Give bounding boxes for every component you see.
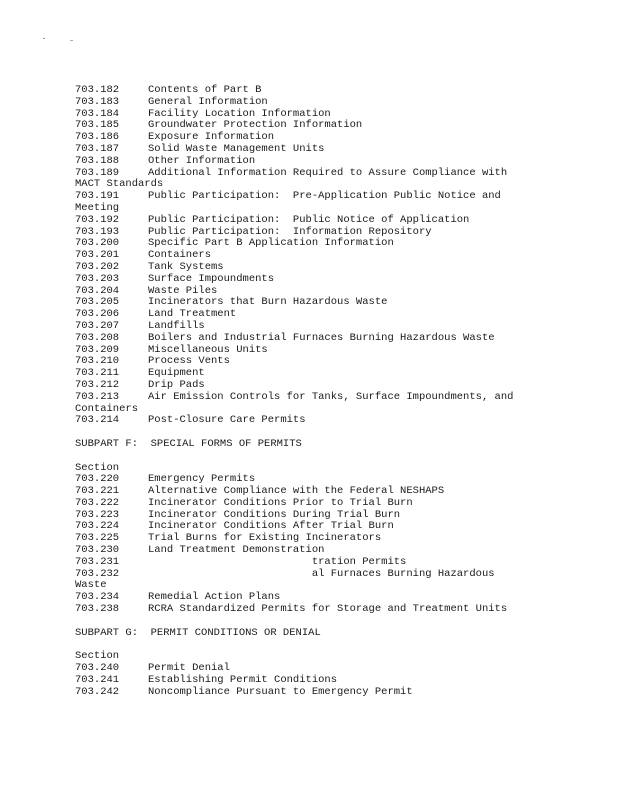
section-entry <box>75 356 555 368</box>
section-title: Public Participation: Information Repository <box>148 225 432 238</box>
section-number: 703.201 <box>75 249 120 262</box>
section-entry <box>75 215 555 227</box>
spacer <box>75 616 555 628</box>
section-title: Equipment <box>148 367 205 380</box>
section-number: 703.202 <box>75 260 120 273</box>
section-title: Public Participation: Public Notice of Application <box>148 213 470 226</box>
section-entry <box>75 250 555 262</box>
spacer <box>75 451 555 463</box>
section-number: 703.192 <box>75 213 120 226</box>
section-number: 703.208 <box>75 331 120 344</box>
section-number: 703.184 <box>75 107 120 120</box>
section-title: Surface Impoundments <box>148 272 275 285</box>
section-title-continuation: Containers <box>75 402 139 415</box>
section-title: Waste Piles <box>148 284 218 297</box>
section-entry <box>75 274 555 286</box>
section-number: 703.183 <box>75 95 120 108</box>
section-title: Process Vents <box>148 355 230 368</box>
section-entry <box>75 321 555 333</box>
section-title: Remedial Action Plans <box>148 591 281 604</box>
section-number: 703.238 <box>75 603 120 616</box>
section-number: 703.209 <box>75 343 120 356</box>
scan-speck <box>70 40 73 41</box>
section-number: 703.222 <box>75 496 120 509</box>
section-entry <box>75 604 555 616</box>
section-entry <box>75 144 555 156</box>
section-entry <box>75 380 555 392</box>
section-number: 703.231 <box>75 555 120 568</box>
section-title: General Information <box>148 95 268 108</box>
spacer <box>75 639 555 651</box>
section-title-continuation: Meeting <box>75 201 120 214</box>
section-entry <box>75 97 555 109</box>
section-entry <box>75 309 555 321</box>
section-number: 703.242 <box>75 685 120 698</box>
section-title: Air Emission Controls for Tanks, Surface Impoundments, and <box>148 390 514 403</box>
section-number: 703.221 <box>75 485 120 498</box>
section-number: 703.241 <box>75 673 120 686</box>
subpart-g-section-label: Section <box>75 650 120 663</box>
section-title: Noncompliance Pursuant to Emergency Permit <box>148 685 413 698</box>
section-title: Additional Information Required to Assure Compliance with <box>148 166 508 179</box>
section-entry <box>75 498 555 510</box>
section-title: Post-Closure Care Permits <box>148 414 306 427</box>
section-title-continuation: MACT Standards <box>75 178 164 191</box>
section-number: 703.182 <box>75 84 120 96</box>
subpart-f-section-label: Section <box>75 461 120 474</box>
section-entry <box>75 85 555 97</box>
section-entry <box>75 191 555 203</box>
section-number: 703.210 <box>75 355 120 368</box>
section-number: 703.212 <box>75 378 120 391</box>
section-title: Landfills <box>148 319 205 332</box>
section-title: Land Treatment Demonstration <box>148 544 325 557</box>
section-number: 703.193 <box>75 225 120 238</box>
section-title: Boilers and Industrial Furnaces Burning Hazardous Waste <box>148 331 495 344</box>
part-b-list <box>75 85 555 427</box>
section-title: Incinerator Conditions During Trial Burn <box>148 508 401 521</box>
section-number: 703.185 <box>75 119 120 132</box>
section-entry <box>75 156 555 168</box>
subpart-f-list <box>75 474 555 616</box>
section-title-continuation: Waste <box>75 579 107 592</box>
section-number: 703.205 <box>75 296 120 309</box>
section-number: 703.224 <box>75 520 120 533</box>
section-entry <box>75 368 555 380</box>
section-number: 703.220 <box>75 473 120 486</box>
section-title: Incinerators that Burn Hazardous Waste <box>148 296 388 309</box>
section-number: 703.240 <box>75 662 120 675</box>
section-title: tration Permits <box>148 555 407 568</box>
subpart-g-list <box>75 663 555 698</box>
section-title: RCRA Standardized Permits for Storage and Treatment Units <box>148 603 508 616</box>
section-title: Solid Waste Management Units <box>148 142 325 155</box>
section-entry <box>75 297 555 309</box>
section-title: Permit Denial <box>148 662 230 675</box>
section-number: 703.206 <box>75 308 120 321</box>
section-number: 703.234 <box>75 591 120 604</box>
section-entry <box>75 675 555 687</box>
section-title: Drip Pads <box>148 378 205 391</box>
section-title: Exposure Information <box>148 131 275 144</box>
section-title: Incinerator Conditions Prior to Trial Burn <box>148 496 413 509</box>
scan-speck <box>43 38 45 39</box>
section-title: Miscellaneous Units <box>148 343 268 356</box>
section-entry <box>75 415 555 427</box>
section-title: Land Treatment <box>148 308 237 321</box>
subpart-f-heading: SUBPART F: SPECIAL FORMS OF PERMITS <box>75 437 302 450</box>
section-number: 703.203 <box>75 272 120 285</box>
section-number: 703.213 <box>75 390 120 403</box>
section-number: 703.204 <box>75 284 120 297</box>
section-title: Other Information <box>148 154 256 167</box>
document-page <box>75 85 555 698</box>
section-number: 703.186 <box>75 131 120 144</box>
section-title: Public Participation: Pre-Application Public Notice and <box>148 190 501 203</box>
section-entry <box>75 238 555 250</box>
section-number: 703.200 <box>75 237 120 250</box>
section-title: Contents of Part B <box>148 84 262 96</box>
section-number: 703.187 <box>75 142 120 155</box>
section-title: al Furnaces Burning Hazardous <box>148 567 495 580</box>
section-number: 703.189 <box>75 166 120 179</box>
section-number: 703.211 <box>75 367 120 380</box>
section-entry <box>75 569 555 581</box>
section-number: 703.207 <box>75 319 120 332</box>
section-entry <box>75 557 555 569</box>
subpart-g-heading: SUBPART G: PERMIT CONDITIONS OR DENIAL <box>75 626 321 639</box>
section-number: 703.188 <box>75 154 120 167</box>
section-number: 703.214 <box>75 414 120 427</box>
section-entry <box>75 333 555 345</box>
section-number: 703.191 <box>75 190 120 203</box>
section-title: Facility Location Information <box>148 107 331 120</box>
section-title: Groundwater Protection Information <box>148 119 363 132</box>
section-entry <box>75 345 555 357</box>
section-title: Containers <box>148 249 212 262</box>
section-number: 703.223 <box>75 508 120 521</box>
section-title: Emergency Permits <box>148 473 256 486</box>
section-number: 703.230 <box>75 544 120 557</box>
section-title: Establishing Permit Conditions <box>148 673 338 686</box>
section-entry <box>75 262 555 274</box>
section-entry <box>75 687 555 699</box>
section-number: 703.232 <box>75 567 120 580</box>
section-entry <box>75 392 555 404</box>
section-title: Specific Part B Application Information <box>148 237 394 250</box>
section-title: Incinerator Conditions After Trial Burn <box>148 520 394 533</box>
section-entry <box>75 120 555 132</box>
section-number: 703.225 <box>75 532 120 545</box>
section-title: Alternative Compliance with the Federal NESHAPS <box>148 485 445 498</box>
section-title: Tank Systems <box>148 260 224 273</box>
section-title: Trial Burns for Existing Incinerators <box>148 532 382 545</box>
